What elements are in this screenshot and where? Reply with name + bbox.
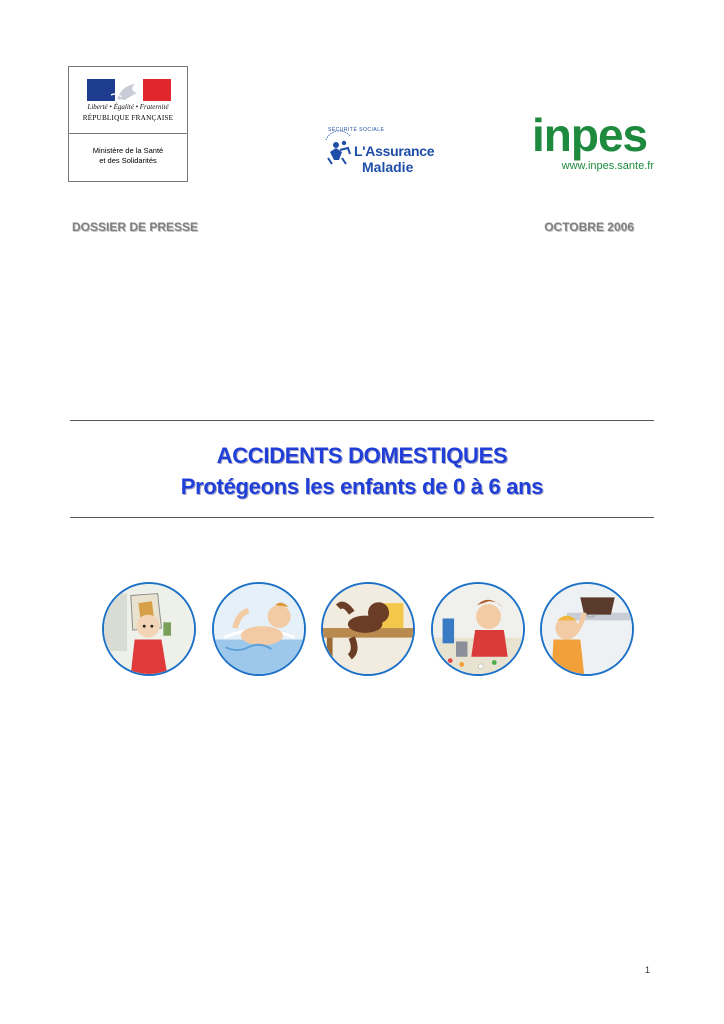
ministry-name-line-1: Ministère de la Santé (92, 146, 164, 155)
assurance-maladie-emblem-icon (322, 128, 354, 172)
child-medicines-icon (431, 582, 525, 676)
assurance-maladie-line1: L'Assurance (354, 143, 435, 159)
ministry-name (69, 146, 187, 166)
republic-name: RÉPUBLIQUE FRANÇAISE (82, 114, 174, 122)
title-top-rule (70, 420, 654, 421)
assurance-maladie-logo (322, 124, 452, 180)
ministry-name-line-2: et des Solidarités (99, 156, 157, 165)
title-subtitle: Protégeons les enfants de 0 à 6 ans (180, 474, 544, 499)
marianne-flag-icon (87, 79, 171, 101)
assurance-maladie-line2: Maladie (362, 159, 414, 175)
page-number: 1 (645, 965, 651, 975)
assurance-maladie-arc-text: SÉCURITÉ SOCIALE (328, 127, 385, 133)
document-type: DOSSIER DE PRESSE (72, 220, 199, 234)
title-bottom-rule (70, 517, 654, 518)
baby-bath-icon (212, 582, 306, 676)
republic-motto: Liberté • Égalité • Fraternité (87, 103, 169, 111)
document-date: OCTOBRE 2006 (544, 220, 634, 234)
baby-changing-table-fall-icon (321, 582, 415, 676)
title-main: ACCIDENTS DOMESTIQUES (216, 443, 508, 468)
child-plastic-bag-icon (102, 582, 196, 676)
ministry-logo-box (68, 66, 188, 182)
inpes-logo (532, 109, 654, 178)
inpes-wordmark: inpes (532, 109, 648, 161)
inpes-url: www.inpes.sante.fr (561, 160, 654, 172)
child-hot-pan-icon (540, 582, 634, 676)
ministry-divider (69, 133, 187, 134)
